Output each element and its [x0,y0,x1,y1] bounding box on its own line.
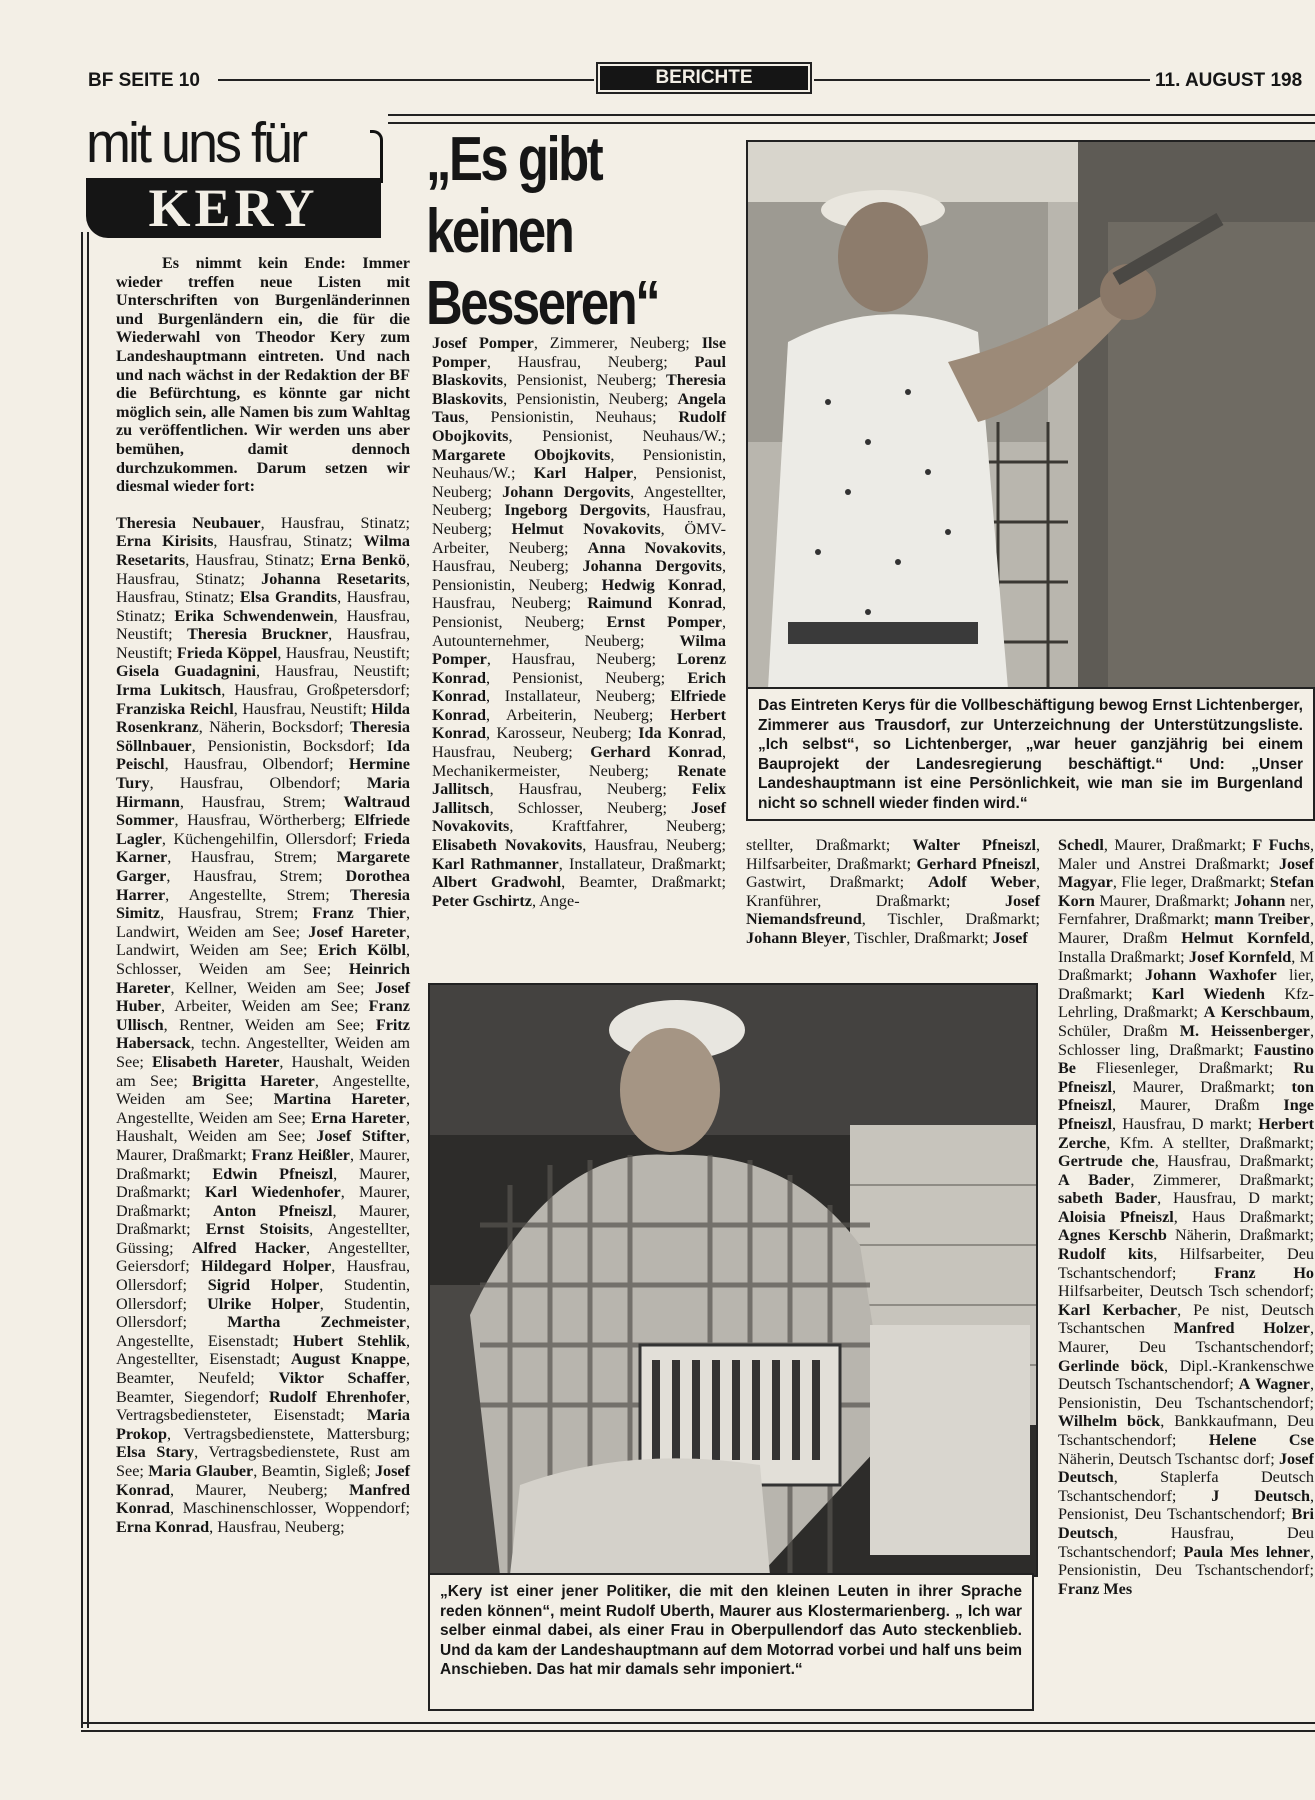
article-column-3: stellter, Draßmarkt; Walter Pfneiszl, Hilfsarbeiter, Draßmarkt; Gerhard Pfneiszl, Gastwirt, Draßmarkt; Adolf Weber, Kranführer, Draßmarkt; Josef Niemandsfreund, Tischler, Draßmarkt; Johann Bleyer, Tischler, Draßmarkt; Josef [746,836,1040,947]
logo-kery: KERY [86,178,381,238]
caption-mason: „Kery ist einer jener Politiker, die mit den kleinen Leuten in ihrer Sprache reden können“, meint Rudolf Uberth, Maurer aus Klostermarienberg. „ Ich war selber einmal dabei, als einer Frau in Oberpullendorf das Auto steckenblieb. Und da kam der Landeshauptmann auf dem Motorrad vorbei und half uns beim Anschieben. Das hat mir damals sehr imponiert.“ [428,1573,1034,1711]
top-double-rule [388,114,1315,124]
left-frame-rule [81,232,89,1728]
intro-paragraph: Es nimmt kein Ende: Immer wieder treffen neue Listen mit Unterschriften von Burgenländerinnen und Burgenländern ein, die für die Wiederwahl von Theodor Kery zum Landeshauptmann eintreten. Und nach und nach wächst in der Redaktion der BF die Befürchtung, es könnte gar nicht möglich sein, alle Namen bis zum Wahltag zu veröffentlichen. Wir werden uns aber bemühen, damit dennoch durchzukommen. Darum setzen wir diesmal wieder fort: [116,254,410,496]
signature-list-1: Theresia Neubauer, Hausfrau, Stinatz; Erna Kirisits, Hausfrau, Stinatz; Wilma Resetarits, Hausfrau, Stinatz; Erna Benkö, Hausfrau, Stinatz; Johanna Resetarits, Hausfrau, Stinatz; Elsa Grandits, Hausfrau, Stinatz; Erika Schwendenwein, Hausfrau, Neustift; Theresia Bruckner, Hausfrau, Neustift; Frieda Köppel, Hausfrau, Neustift; Gisela Guadagnini, Hausfrau, Neustift; Irma Lukitsch, Hausfrau, Großpetersdorf; Franziska Reichl, Hausfrau, Neustift; Hilda Rosenkranz, Näherin, Bocksdorf; Theresia Söllnbauer, Pensionistin, Bocksdorf; Ida Peischl, Hausfrau, Olbendorf; Hermine Tury, Hausfrau, Olbendorf; Maria Hirmann, Hausfrau, Strem; Waltraud Sommer, Hausfrau, Wörtherberg; Elfriede Lagler, Küchengehilfin, Ollersdorf; Frieda Karner, Hausfrau, Strem; Margarete Garger, Hausfrau, Strem; Dorothea Harrer, Angestellte, Strem; Theresia Simitz, Hausfrau, Strem; Franz Thier, Landwirt, Weiden am See; Josef Hareter, Landwirt, Weiden am See; Erich Kölbl, Schlosser, Weiden am See; Heinrich Hareter, Kellner, Weiden am See; Josef Huber, Arbeiter, Weiden am See; Franz Ullisch, Rentner, Weiden am See; Fritz Habersack, techn. Angestellter, Weiden am See; Elisabeth Hareter, Haushalt, Weiden am See; Brigitta Hareter, Angestellte, Weiden am See; Martina Hareter, Angestellte, Weiden am See; Erna Hareter, Haushalt, Weiden am See; Josef Stifter, Maurer, Draßmarkt; Franz Heißler, Maurer, Draßmarkt; Edwin Pfneiszl, Maurer, Draßmarkt; Karl Wiedenhofer, Maurer, Draßmarkt; Anton Pfneiszl, Maurer, Draßmarkt; Ernst Stoisits, Angestellter, Güssing; Alfred Hacker, Angestellter, Geiersdorf; Hildegard Holper, Hausfrau, Ollersdorf; Sigrid Holper, Studentin, Ollersdorf; Ulrike Holper, Studentin, Ollersdorf; Martha Zechmeister, Angestellte, Eisenstadt; Hubert Stehlik, Angestellter, Eisenstadt; August Knappe, Beamter, Neufeld; Viktor Schaffer, Beamter, Siegendorf; Rudolf Ehrenhofer, Vertragsbediensteter, Eisenstadt; Maria Prokop, Vertragsbedienstete, Mattersburg; Elsa Stary, Vertragsbedienstete, Rust am See; Maria Glauber, Beamtin, Sigleß; Josef Konrad, Maurer, Neuberg; Manfred Konrad, Maschinenschlosser, Woppendorf; Erna Konrad, Hausfrau, Neuberg; [116,513,411,1536]
caption-carpenter: Das Eintreten Kerys für die Vollbeschäftigung bewog Ernst Lichtenberger, Zimmerer aus Trausdorf, zur Unterzeichnung der Unterstützungsliste. „Ich selbst“, so Lichtenberger, „war heuer ganzjährig bei einem Bauprojekt der Landesregierung beschäftigt.“ Und: „Unser Landeshauptmann ist eine Persönlichkeit, wie man sie im Burgenland nicht so schnell wieder finden wird.“ [746,687,1315,821]
photo-mason [428,983,1038,1577]
article-column-2: Josef Pomper, Zimmerer, Neuberg; Ilse Pomper, Hausfrau, Neuberg; Paul Blaskovits, Pensionist, Neuberg; Theresia Blaskovits, Pensionistin, Neuberg; Angela Taus, Pensionistin, Neuhaus; Rudolf Obojkovits, Pensionist, Neuhaus/W.; Margarete Obojkovits, Pensionistin, Neuhaus/W.; Karl Halper, Pensionist, Neuberg; Johann Dergovits, Angestellter, Neuberg; Ingeborg Dergovits, Hausfrau, Neuberg; Helmut Novakovits, ÖMV-Arbeiter, Neuberg; Anna Novakovits, Hausfrau, Neuberg; Johanna Dergovits, Pensionistin, Neuberg; Hedwig Konrad, Hausfrau, Neuberg; Raimund Konrad, Pensionist, Neuberg; Ernst Pomper, Autounternehmer, Neuberg; Wilma Pomper, Hausfrau, Neuberg; Lorenz Konrad, Pensionist, Neuberg; Erich Konrad, Installateur, Neuberg; Elfriede Konrad, Arbeiterin, Neuberg; Herbert Konrad, Karosseur, Neuberg; Ida Konrad, Hausfrau, Neuberg; Gerhard Konrad, Mechanikermeister, Neuberg; Renate Jallitsch, Hausfrau, Neuberg; Felix Jallitsch, Schlosser, Neuberg; Josef Novakovits, Kraftfahrer, Neuberg; Elisabeth Novakovits, Hausfrau, Neuberg; Karl Rathmanner, Installateur, Draßmarkt; Albert Gradwohl, Beamter, Draßmarkt; Peter Gschirtz, Ange- [432,334,727,910]
headline-line-1: „Es gibt [426,125,602,194]
photo-mason-image [430,985,1036,1575]
logo-bracket [370,130,383,183]
article-column-1 [116,254,410,1536]
paragraph-spacer [116,496,410,514]
section-label: BERICHTE [600,66,808,90]
bottom-double-rule [81,1722,1315,1732]
headline [426,124,672,340]
photo-carpenter [746,140,1315,691]
issue-date: 11. AUGUST 198 [1155,70,1303,91]
headline-line-3: Besseren“ [426,269,659,338]
header-rule-left [218,79,594,81]
headline-line-2: keinen [426,197,573,266]
page-number: BF SEITE 10 [88,70,200,91]
photo-carpenter-image [748,142,1315,689]
article-column-4: Schedl, Maurer, Draßmarkt; F Fuchs, Maler und Anstrei Draßmarkt; Josef Magyar, Flie leger, Draßmarkt; Stefan Korn Maurer, Draßmarkt; Johann ner, Fernfahrer, Draßmarkt; mann Treiber, Maurer, Draßm Helmut Kornfeld, Installa Draßmarkt; Josef Kornfeld, M Draßmarkt; Johann Waxhofer lier, Draßmarkt; Karl Wiedenh Kfz-Lehrling, Draßmarkt; A Kerschbaum, Schüler, Draßm M. Heissenberger, Schlosser ling, Draßmarkt; Faustino Be Fliesenleger, Draßmarkt; Ru Pfneiszl, Maurer, Draßmarkt; ton Pfneiszl, Maurer, Draßm Inge Pfneiszl, Hausfrau, D markt; Herbert Zerche, Kfm. A stellter, Draßmarkt; Gertrude che, Hausfrau, Draßmarkt; A Bader, Zimmerer, Draßmarkt; sabeth Bader, Hausfrau, D markt; Aloisia Pfneiszl, Haus Draßmarkt; Agnes Kerschb Näherin, Draßmarkt; Rudolf kits, Hilfsarbeiter, Deu Tschantschendorf; Franz Ho Hilfsarbeiter, Deutsch Tsch schendorf; Karl Kerbacher, Pe nist, Deutsch Tschantschen Manfred Holzer, Maurer, Deu Tschantschendorf; Gerlinde böck, Dipl.-Krankenschwe Deutsch Tschantschendorf; A Wagner, Pensionistin, Deu Tschantschendorf; Wilhelm böck, Bankkaufmann, Deu Tschantschendorf; Helene Cse Näherin, Deutsch Tschantsc dorf; Josef Deutsch, Staplerfa Deutsch Tschantschendorf; J Deutsch, Pensionist, Deu Tschantschendorf; Bri Deutsch, Hausfrau, Deu Tschantschendorf; Paula Mes lehner, Pensionistin, Deu Tschantschendorf; Franz Mes [1058,836,1314,1598]
logo-mit-uns-fuer: mit uns für [86,111,306,175]
section-badge [596,62,812,94]
header-rule-right [814,79,1150,81]
